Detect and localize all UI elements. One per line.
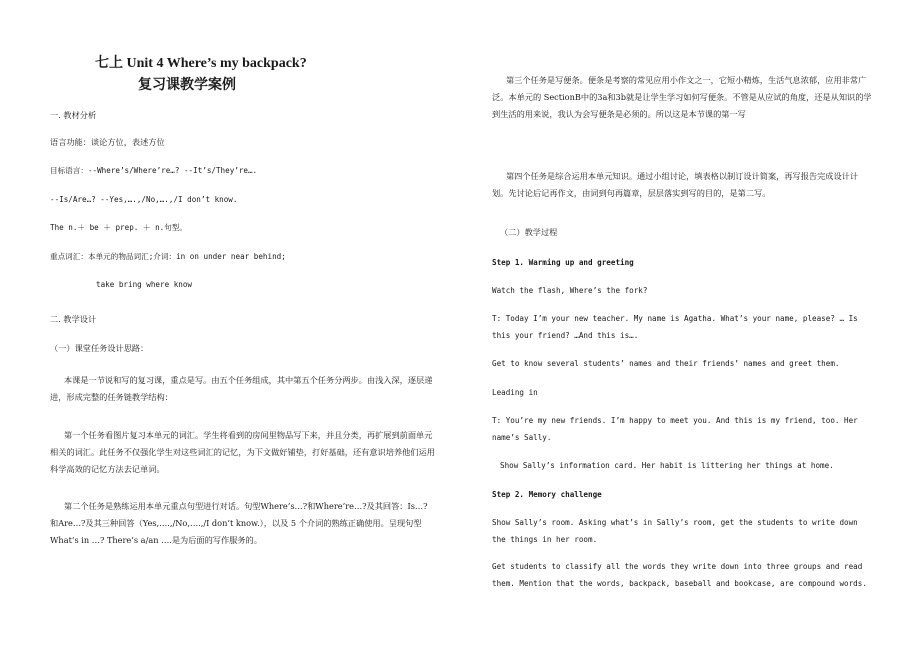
step-1-flash: Watch the flash, Where’s the fork? bbox=[492, 286, 648, 295]
design-overview: 本课是一节说和写的复习课，重点是写。由五个任务组成，其中第五个任务分两步。由浅入深，逐层递进，形成完整的任务链教学结构： bbox=[50, 375, 433, 402]
task-three: 第三个任务是写便条。便条是考察的常见应用小作文之一，它短小精炼，生活气息浓郁，应用非常广泛。本单元的 SectionB中的3a和3b就是让学生学习如何写便条。不管是从应试的角度，还是从知识的学到生活的用来说，我认为会写便条是必须的。所以这是本节课的第一写 bbox=[492, 75, 872, 119]
target-language-line2: --Is/Are…? --Yes,….,/No,….,/I don’t know. bbox=[50, 195, 238, 204]
doc-title-line2: 复习课教学案例 bbox=[138, 77, 236, 93]
leading-in-teacher: T: You’re my new friends. I’m happy to meet you. And this is my friend, too. Her name’s Sally. bbox=[492, 416, 858, 442]
task-one: 第一个任务看图片复习本单元的词汇。学生将看到的房间里物品写下来，并且分类，再扩展到前面单元相关的词汇。此任务不仅强化学生对这些词汇的记忆，为下文做好铺垫，打好基础，还有意识培养他们运用科学高效的记忆方法去记单词。 bbox=[50, 430, 435, 474]
target-language-line1: 目标语言：--Where’s/Where’re…? --It’s/They’re…. bbox=[50, 166, 258, 175]
section-heading-2: 二. 教学设计 bbox=[50, 314, 97, 324]
step-2-show-room: Show Sally’s room. Asking what’s in Sally’s room, get the students to write down the things in her room. bbox=[492, 518, 858, 544]
key-vocab-words: take bring where know bbox=[96, 280, 193, 289]
section-heading-1: 一. 教材分析 bbox=[50, 110, 97, 120]
subsection-heading-2: （二）教学过程 bbox=[500, 227, 558, 237]
step-1-heading: Step 1. Warming up and greeting bbox=[492, 258, 634, 267]
step-2-classify: Get students to classify all the words they write down into three groups and read them. Mention that the words, backpack, baseball and bookcase, are compound words. bbox=[492, 562, 867, 588]
key-vocab: 重点词汇：本单元的物品词汇;介词：in on under near behind; bbox=[50, 252, 286, 261]
leading-in: Leading in bbox=[492, 388, 538, 397]
step-1-get-to-know: Get to know several students’ names and their friends’ names and greet them. bbox=[492, 359, 840, 368]
sally-info-card: Show Sally’s information card. Her habit is littering her things at home. bbox=[500, 461, 834, 470]
task-four: 第四个任务是综合运用本单元知识。通过小组讨论，填表格以制订设计简案，再写报告完成设计计划。先讨论后记再作文，由词到句再篇章，层层落实到写的目的，是第二写。 bbox=[492, 171, 859, 198]
language-function: 语言功能：谈论方位，表述方位 bbox=[50, 137, 165, 147]
step-1-teacher-intro: T: Today I’m your new teacher. My name is Agatha. What’s your name, please? … Is this your friend? …And this is…. bbox=[492, 314, 858, 340]
sentence-pattern: The n.＋ be ＋ prep. ＋ n.句型。 bbox=[50, 223, 187, 232]
subsection-heading-1: （一）课堂任务设计思路： bbox=[50, 343, 149, 353]
step-2-heading: Step 2. Memory challenge bbox=[492, 490, 602, 499]
doc-title-line1: 七上 Unit 4 Where’s my backpack? bbox=[95, 56, 307, 71]
task-two: 第二个任务是熟练运用本单元重点句型进行对话。句型Where’s…?和Where’re…?及其回答：Is…?和Are…?及其三种回答（Yes,….,/No,….,/I don’t know.），以及 5 个介词的熟练正确使用。呈现句型What’s in …? There’s a/an ….是为后面的写作服务的。 bbox=[50, 501, 428, 545]
